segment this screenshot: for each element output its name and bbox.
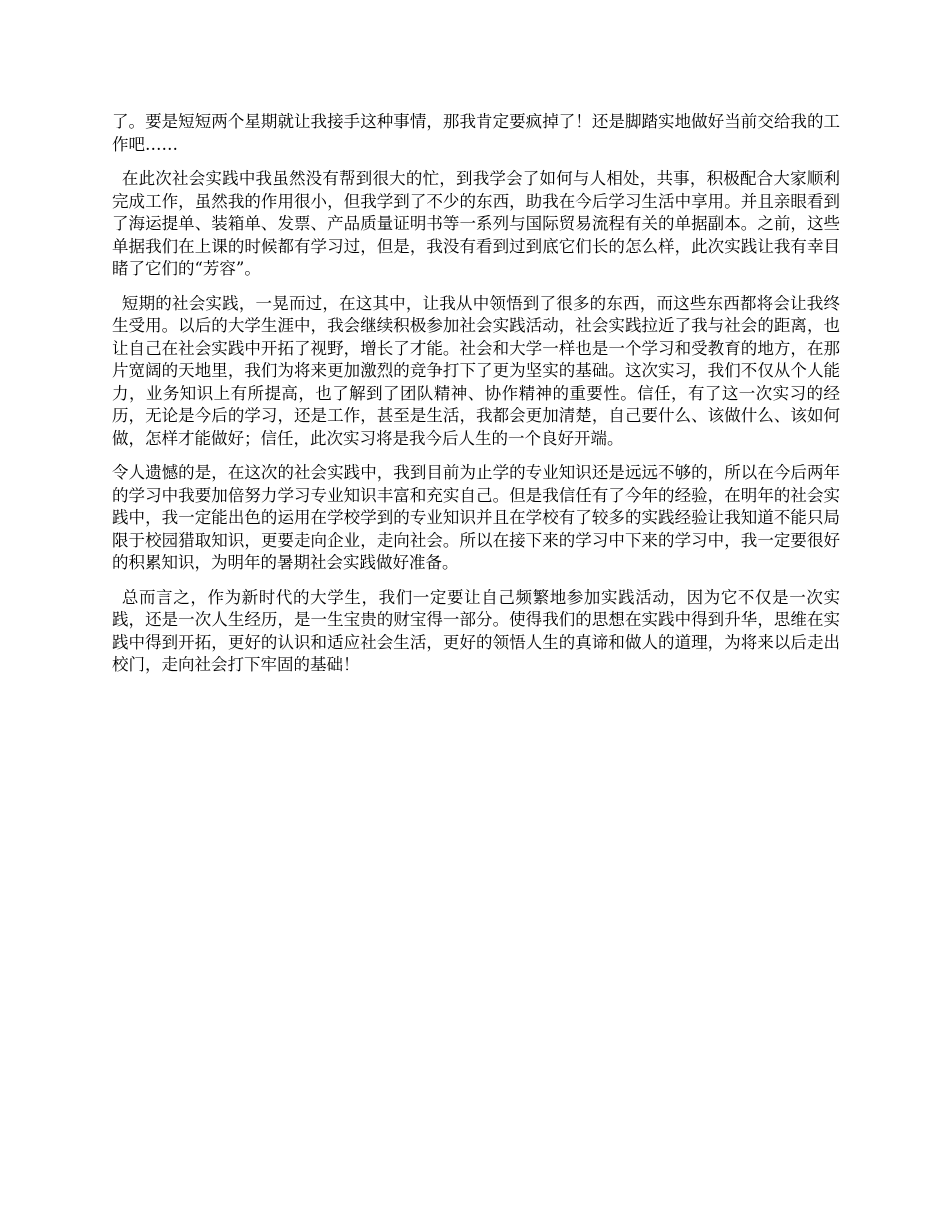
paragraph-1: 了。要是短短两个星期就让我接手这种事情，那我肯定要疯掉了！还是脚踏实地做好当前交给我的工作吧…… bbox=[112, 112, 840, 154]
paragraph-4: 令人遗憾的是，在这次的社会实践中，我到目前为止学的专业知识还是远远不够的，所以在今后两年的学习中我要加倍努力学习专业知识丰富和充实自己。但是我信任有了今年的经验，在明年的社会实践中，我一定能出色的运用在学校学到的专业知识并且在学校有了较多的实践经验让我知道不能只局限于校园猎取知识，更要走向企业，走向社会。所以在接下来的学习中下来的学习中，我一定要很好的积累知识，为明年的暑期社会实践做好准备。 bbox=[112, 463, 840, 572]
paragraph-3: 短期的社会实践，一晃而过，在这其中，让我从中领悟到了很多的东西，而这些东西都将会让我终生受用。以后的大学生涯中，我会继续积极参加社会实践活动，社会实践拉近了我与社会的距离，也让自己在社会实践中开拓了视野，增长了才能。社会和大学一样也是一个学习和受教育的地方，在那片宽阔的天地里，我们为将来更加激烈的竞争打下了更为坚实的基础。这次实习，我们不仅从个人能力，业务知识上有所提高，也了解到了团队精神、协作精神的重要性。信任，有了这一次实习的经历，无论是今后的学习，还是工作，甚至是生活，我都会更加清楚，自己要什么、该做什么、该如何做，怎样才能做好；信任，此次实习将是我今后人生的一个良好开端。 bbox=[112, 293, 840, 448]
document-body bbox=[112, 111, 840, 689]
paragraph-5: 总而言之，作为新时代的大学生，我们一定要让自己频繁地参加实践活动，因为它不仅是一次实践，还是一次人生经历，是一生宝贵的财宝得一部分。使得我们的思想在实践中得到升华，思维在实践中得到开拓，更好的认识和适应社会生活，更好的领悟人生的真谛和做人的道理，为将来以后走出校门，走向社会打下牢固的基础！ bbox=[112, 587, 840, 674]
paragraph-2: 在此次社会实践中我虽然没有帮到很大的忙，到我学会了如何与人相处，共事，积极配合大家顺利完成工作，虽然我的作用很小，但我学到了不少的东西，助我在今后学习生活中享用。并且亲眼看到了海运提单、装箱单、发票、产品质量证明书等一系列与国际贸易流程有关的单据副本。之前，这些单据我们在上课的时候都有学习过，但是，我没有看到过到底它们长的怎么样，此次实践让我有幸目睹了它们的“芳容”。 bbox=[112, 169, 840, 278]
